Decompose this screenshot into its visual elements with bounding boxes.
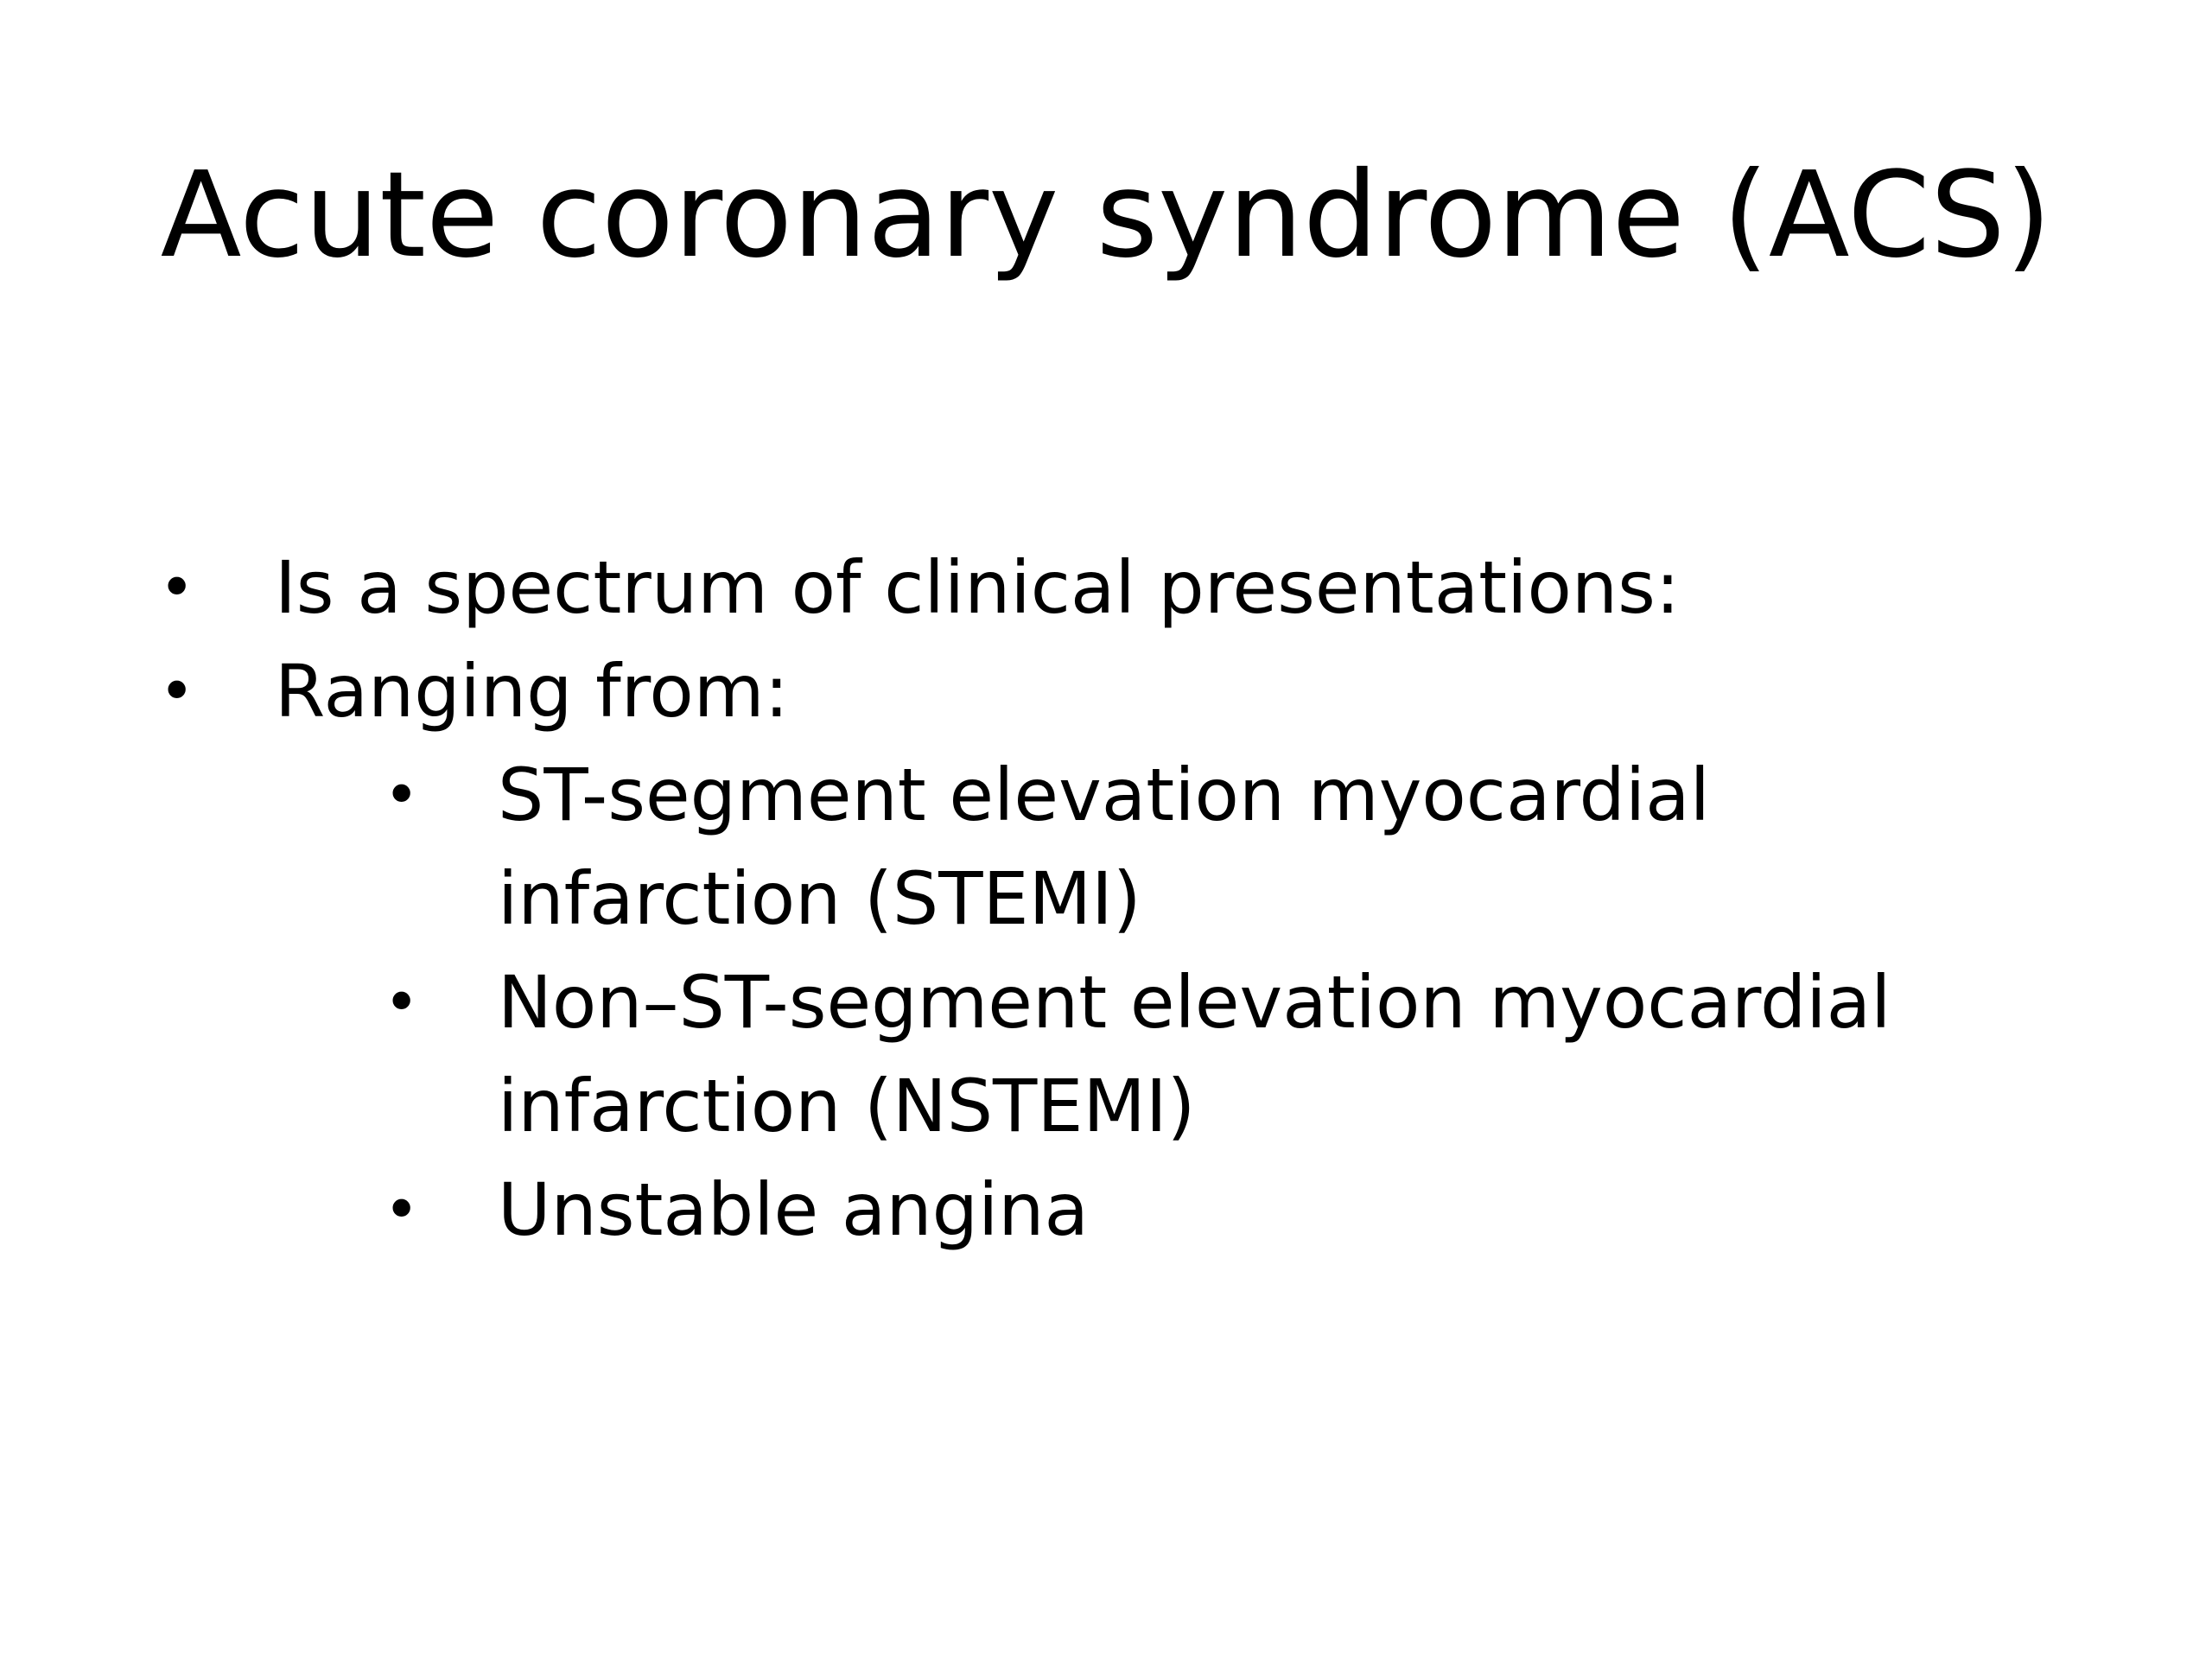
bullet-dot: • bbox=[159, 656, 195, 727]
bullet-dot: • bbox=[159, 552, 195, 623]
sub-bullet-dot: • bbox=[384, 760, 420, 830]
sub-bullet-dot: • bbox=[384, 967, 420, 1038]
sub-bullet-nstemi-line2: infarction (NSTEMI) bbox=[498, 1064, 1196, 1148]
sub-bullet-stemi-line2: infarction (STEMI) bbox=[498, 856, 1141, 941]
bullet-text-ranging: Ranging from: bbox=[275, 649, 789, 734]
sub-bullet-stemi-line1: ST-segment elevation myocardial bbox=[498, 753, 1710, 837]
slide-title: Acute coronary syndrome (ACS) bbox=[160, 147, 2052, 284]
bullet-text-spectrum: Is a spectrum of clinical presentations: bbox=[275, 545, 1681, 630]
sub-bullet-nstemi-line1: Non–ST-segment elevation myocardial bbox=[498, 960, 1891, 1045]
sub-bullet-unstable-angina: Unstable angina bbox=[498, 1167, 1090, 1252]
sub-bullet-dot: • bbox=[384, 1174, 420, 1245]
